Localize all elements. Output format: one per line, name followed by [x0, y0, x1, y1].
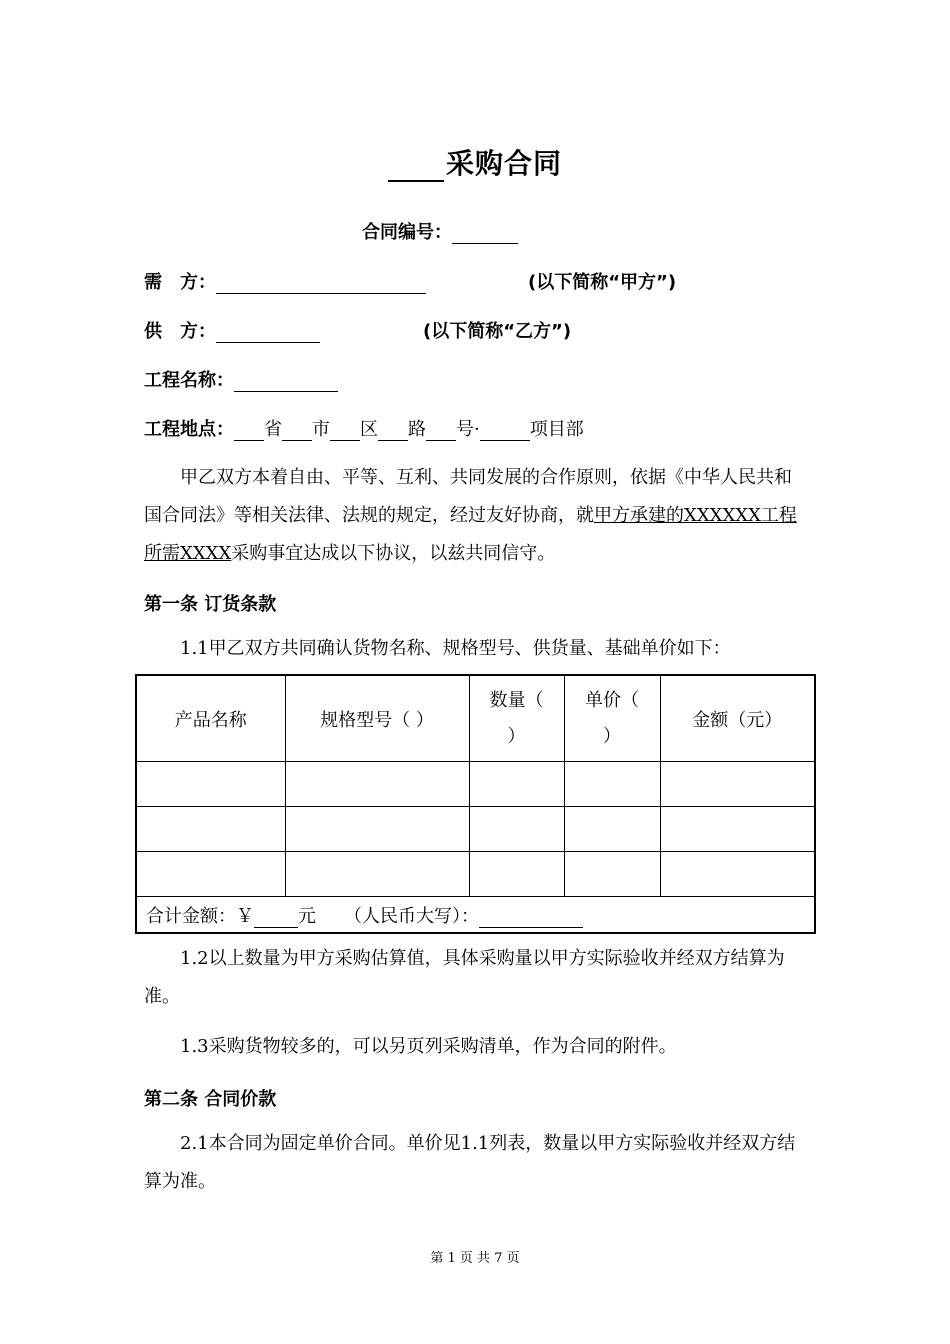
table-cell [469, 762, 564, 807]
intro-paragraph [144, 459, 808, 573]
dept-label: 项目部 [529, 419, 584, 440]
table-cell [564, 807, 660, 852]
table-cell [285, 852, 469, 897]
table-row [136, 807, 815, 852]
road-label: 路 [408, 419, 426, 440]
table-cell [564, 762, 660, 807]
buyer-note: (以下简称“甲方”) [528, 272, 677, 293]
project-site-label: 工程地点： [144, 419, 234, 440]
page-footer: 第 1 页 共 7 页 [430, 1251, 520, 1266]
intro-underlined: 甲方承建的XXXXXX工程所需XXXX [144, 505, 797, 564]
city-blank [282, 422, 312, 441]
province-blank [234, 422, 264, 441]
clause-2-1: 2.1本合同为固定单价合同。单价见1.1列表，数量以甲方实际验收并经双方结算为准。 [144, 1133, 796, 1192]
clause-1-1: 1.1甲乙双方共同确认货物名称、规格型号、供货量、基础单价如下： [180, 638, 731, 659]
supplier-label: 供 方： [144, 321, 216, 342]
intro-text-1: 甲乙双方本着自由、平等、互利、共同发展的合作原则，依据《中华人民共和国合同法》等相关法律、法规的规定，经过友好协商，就 [144, 467, 792, 526]
table-cell [660, 852, 815, 897]
table-cell [469, 807, 564, 852]
buyer-blank [216, 275, 426, 294]
document-title [0, 142, 950, 182]
table-cell [136, 807, 285, 852]
article2-heading: 第二条 合同价款 [144, 1089, 277, 1110]
clause-1-2: 1.2以上数量为甲方采购估算值，具体采购量以甲方实际验收并经双方结算为准。 [144, 948, 785, 1007]
buyer-label: 需 方： [144, 272, 216, 293]
title-text: 采购合同 [445, 147, 562, 180]
table-cell [660, 807, 815, 852]
goods-table [135, 674, 816, 934]
header-quantity [469, 675, 564, 762]
district-blank [330, 422, 360, 441]
supplier-note: (以下简称“乙方”) [423, 321, 572, 342]
table-row [136, 762, 815, 807]
table-header-row [136, 675, 815, 762]
contract-number-label: 合同编号： [362, 222, 452, 243]
table-cell [285, 762, 469, 807]
table-cell [469, 852, 564, 897]
header-product-name: 产品名称 [136, 675, 285, 762]
total-amount-blank [254, 909, 298, 928]
project-name-blank [234, 373, 338, 392]
header-price-open: 单价（ [585, 689, 639, 711]
header-amount: 金额（元） [660, 675, 815, 762]
total-unit: 元 [298, 905, 316, 927]
city-label: 市 [312, 419, 330, 440]
supplier-line [144, 317, 320, 343]
intro-text-2: 采购事宜达成以下协议，以兹共同信守。 [231, 543, 556, 564]
dept-blank [480, 422, 530, 441]
title-blank [388, 154, 444, 182]
province-label: 省 [264, 419, 282, 440]
header-quantity-close: ） [507, 725, 526, 747]
table-cell [136, 762, 285, 807]
article1-heading: 第一条 订货条款 [144, 594, 277, 615]
project-name-line [144, 366, 338, 392]
supplier-blank [216, 324, 320, 343]
total-cell [136, 897, 815, 934]
table-total-row [136, 897, 815, 934]
project-name-label: 工程名称： [144, 370, 234, 391]
total-label: 合计金额：￥ [146, 905, 254, 927]
contract-number [0, 218, 880, 244]
header-spec: 规格型号（ ） [285, 675, 469, 762]
table-cell [136, 852, 285, 897]
table-cell [660, 762, 815, 807]
table-cell [285, 807, 469, 852]
table-row [136, 852, 815, 897]
project-site-line [144, 415, 584, 441]
total-words-blank [479, 909, 583, 928]
road-blank [378, 422, 408, 441]
number-label: 号· [456, 419, 480, 440]
number-blank [426, 422, 456, 441]
clause-1-3: 1.3采购货物较多的，可以另页列采购清单，作为合同的附件。 [180, 1036, 677, 1057]
contract-number-blank [452, 225, 518, 244]
header-quantity-open: 数量（ [489, 689, 544, 711]
header-price-close: ） [603, 725, 621, 747]
header-unit-price [564, 675, 660, 762]
district-label: 区 [360, 419, 378, 440]
total-words-label: （人民币大写）： [344, 905, 479, 927]
table-cell [564, 852, 660, 897]
buyer-line [144, 268, 426, 294]
